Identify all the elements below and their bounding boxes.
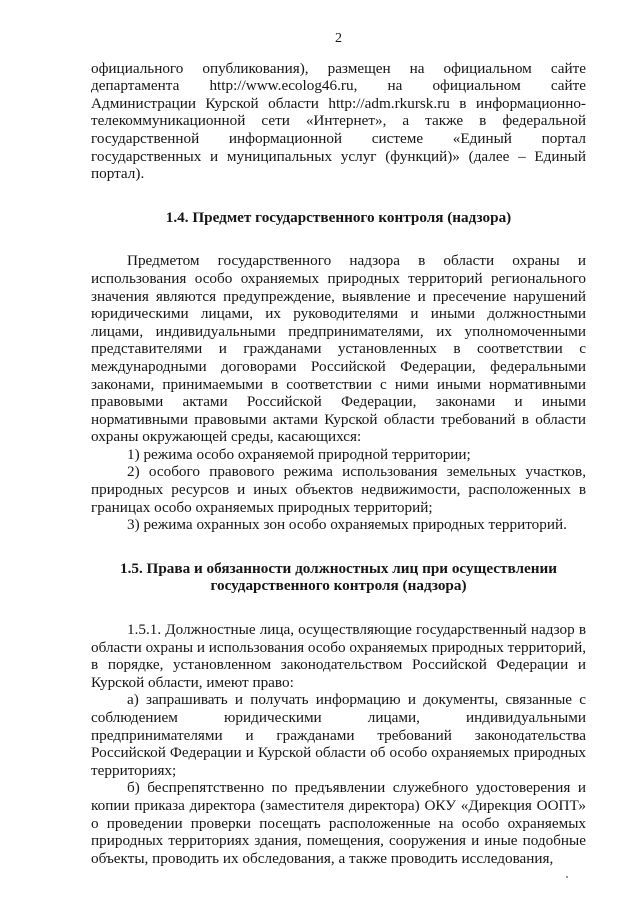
section-1-5-item-b: б) беспрепятственно по предъявлении служебного удостоверения и копии приказа директора (заместителя директора) ОКУ «Дирекция ООПТ» о проведении проверки посещать расположенные на особо охраняемых природных территориях здания, помещения, сооружения и иные подобные объекты, проводить их обследования, а также проводить исследования,	[91, 779, 586, 867]
intro-paragraph: официального опубликования), размещен на официальном сайте департамента http://www.ecolog46.ru, на официальном сайте Администрации Курской области http://adm.rkursk.ru в информационно-телекоммуникационной сети «Интернет», а также в федеральной государственной информационной системе «Единый портал государственных и муниципальных услуг (функций)» (далее – Единый портал).	[91, 59, 586, 183]
section-heading-1-5	[91, 560, 586, 595]
scan-speck	[566, 876, 568, 878]
section-1-4-paragraph: Предметом государственного надзора в области охраны и использования особо охраняемых природных территорий регионального значения являются предупреждение, выявление и пресечение нарушений юридическими лицами, их руководителями и иными должностными лицами, индивидуальными предпринимателями, их уполномоченными представителями и гражданами установленных в соответствии с международными договорами Российской Федерации, федеральными законами, принимаемыми в соответствии с ними иными нормативными правовыми актами Российской Федерации, законами и иными нормативными правовыми актами Курской области требований в области охраны окружающей среды, касающихся:	[91, 252, 586, 446]
section-1-4-item-3: 3) режима охранных зон особо охраняемых природных территорий.	[127, 516, 567, 534]
section-1-4-item-1: 1) режима особо охраняемой природной территории;	[127, 445, 471, 463]
spacer	[91, 226, 586, 252]
spacer	[91, 534, 586, 560]
section-1-5-paragraph: 1.5.1. Должностные лица, осуществляющие государственный надзор в области охраны и использования особо охраняемых природных территорий, в порядке, установленном законодательством Российской Федерации и Курской области, имеют право:	[91, 621, 586, 691]
section-heading-1-5-line-2: государственного контроля (надзора)	[210, 577, 467, 595]
section-1-4-item-2: 2) особого правового режима использования земельных участков, природных ресурсов и иных объектов недвижимости, расположенных в границах особо охраняемых природных территорий;	[91, 463, 586, 516]
spacer	[91, 595, 586, 621]
spacer	[91, 183, 586, 209]
section-heading-1-5-line-1: 1.5. Права и обязанности должностных лиц при осуществлении	[119, 559, 558, 577]
section-heading-1-4: 1.4. Предмет государственного контроля (надзора)	[165, 208, 512, 226]
section-1-5-item-a: а) запрашивать и получать информацию и документы, связанные с соблюдением юридическими лицами, индивидуальными предпринимателями и гражданами требований законодательства Российской Федерации и Курской области об особо охраняемых природных территориях;	[91, 691, 586, 779]
page-number: 2	[335, 31, 342, 46]
